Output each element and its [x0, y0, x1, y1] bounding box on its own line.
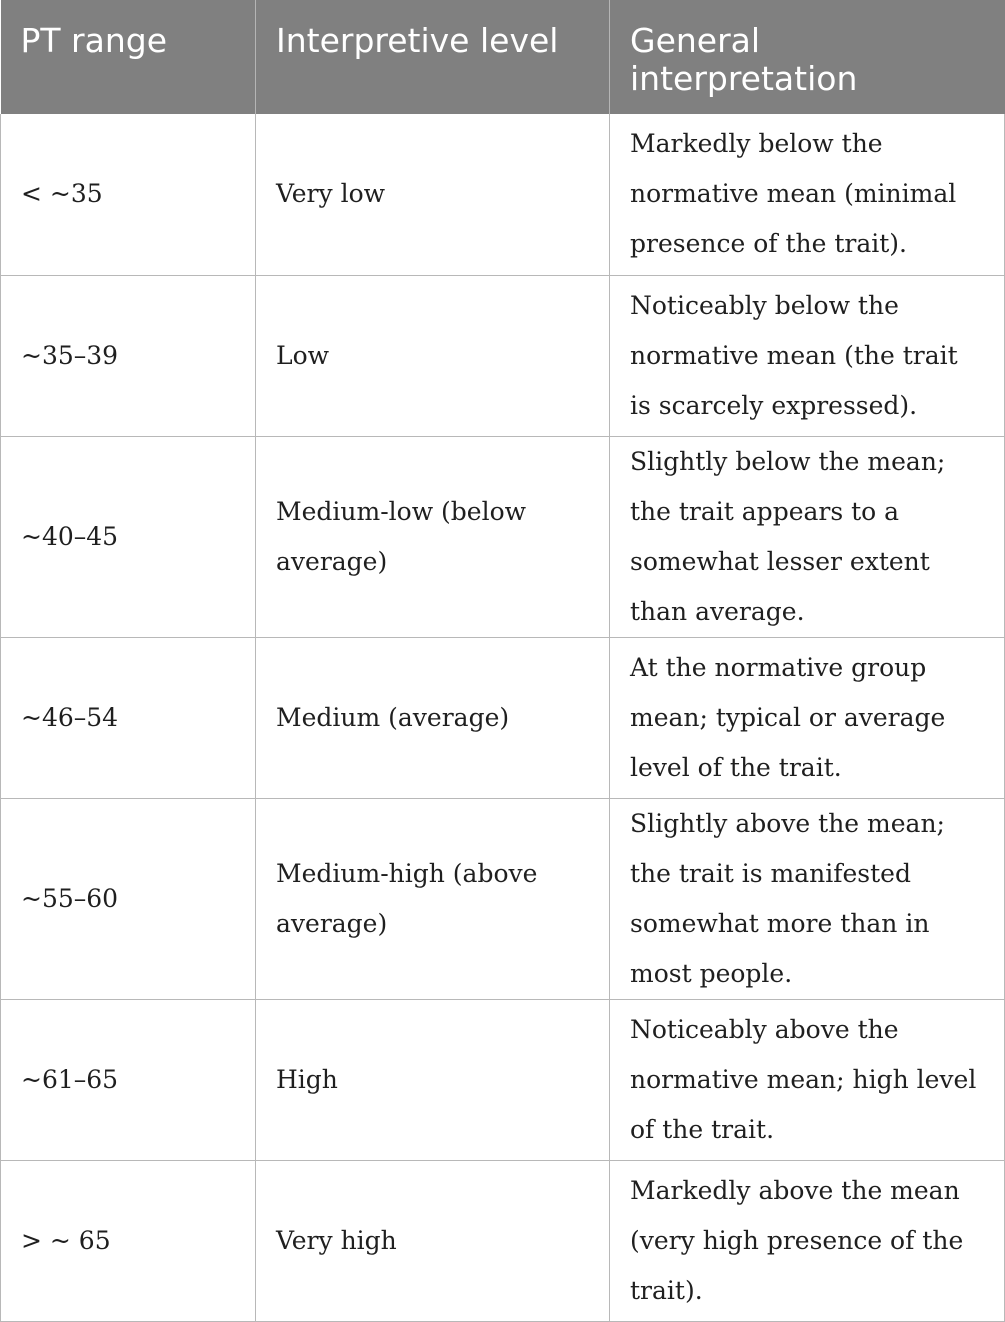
- table-header: [1, 0, 1005, 114]
- header-general-interpretation: General interpretation: [610, 0, 1005, 114]
- cell-pt-range: > ~ 65: [1, 1160, 256, 1321]
- header-pt-range: PT range: [1, 0, 256, 114]
- cell-general-interpretation: Slightly above the mean; the trait is manifested somewhat more than in most people.: [610, 798, 1005, 999]
- cell-general-interpretation: Markedly below the normative mean (minimal presence of the trait).: [610, 114, 1005, 275]
- cell-pt-range: ~35–39: [1, 275, 256, 436]
- cell-pt-range: ~46–54: [1, 637, 256, 798]
- cell-interpretive-level: Low: [256, 275, 610, 436]
- table-row: [1, 798, 1005, 999]
- cell-interpretive-level: Medium-low (below average): [256, 436, 610, 637]
- cell-interpretive-level: Medium (average): [256, 637, 610, 798]
- cell-general-interpretation: Slightly below the mean; the trait appears to a somewhat lesser extent than average.: [610, 436, 1005, 637]
- table-row: [1, 999, 1005, 1160]
- cell-general-interpretation: Noticeably below the normative mean (the trait is scarcely expressed).: [610, 275, 1005, 436]
- cell-pt-range: ~55–60: [1, 798, 256, 999]
- cell-interpretive-level: Very high: [256, 1160, 610, 1321]
- table-row: [1, 114, 1005, 275]
- cell-interpretive-level: Very low: [256, 114, 610, 275]
- cell-interpretive-level: Medium-high (above average): [256, 798, 610, 999]
- cell-general-interpretation: Markedly above the mean (very high presence of the trait).: [610, 1160, 1005, 1321]
- table-body: [1, 114, 1005, 1321]
- cell-general-interpretation: At the normative group mean; typical or average level of the trait.: [610, 637, 1005, 798]
- header-row: [1, 0, 1005, 114]
- table-row: [1, 1160, 1005, 1321]
- header-interpretive-level: Interpretive level: [256, 0, 610, 114]
- cell-pt-range: < ~35: [1, 114, 256, 275]
- table-row: [1, 637, 1005, 798]
- cell-interpretive-level: High: [256, 999, 610, 1160]
- cell-general-interpretation: Noticeably above the normative mean; high level of the trait.: [610, 999, 1005, 1160]
- cell-pt-range: ~40–45: [1, 436, 256, 637]
- cell-pt-range: ~61–65: [1, 999, 256, 1160]
- table-row: [1, 436, 1005, 637]
- table-row: [1, 275, 1005, 436]
